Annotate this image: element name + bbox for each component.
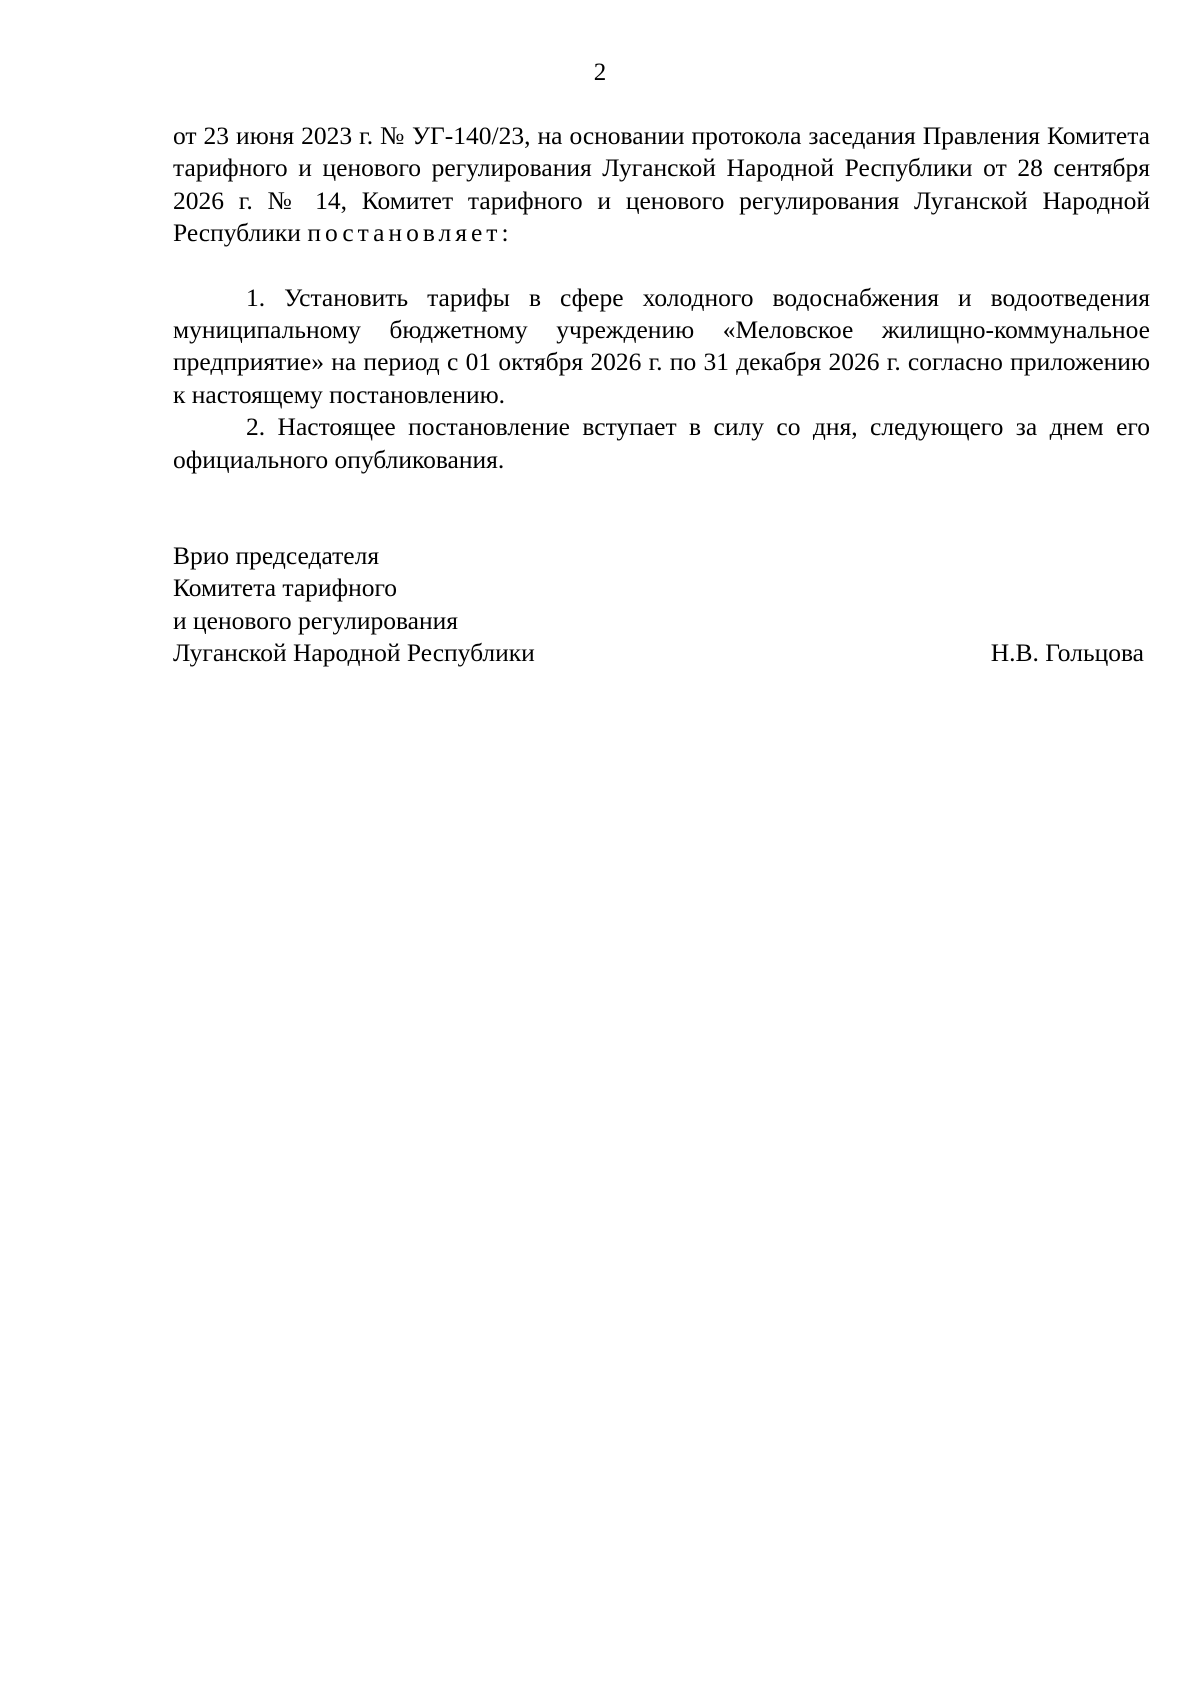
page-number: 2	[593, 59, 607, 86]
signatory-name: Н.В. Гольцова	[990, 638, 1144, 668]
preamble-paragraph	[173, 120, 1150, 250]
document-body	[173, 120, 1150, 476]
signature-block	[173, 540, 1150, 670]
preamble-text: от 23 июня 2023 г. № УГ-140/23, на основании протокола заседания Правления Комитета тарифного и ценового регулирования Луганской Народной Республики от 28 сентября 2026 г. № 14, Комитет тарифного и ценового регулирования Луганской Народной Республики	[173, 121, 1150, 248]
resolution-item-1: 1. Установить тарифы в сфере холодного водоснабжения и водоотведения муниципальному бюджетному учреждению «Меловское жилищно-коммунальное предприятие» на период с 01 октября 2026 г. по 31 декабря 2026 г. согласно приложению к настоящему постановлению.	[173, 282, 1150, 409]
signatory-position-line-2: Комитета тарифного	[173, 573, 398, 603]
signatory-position-line-4: Луганской Народной Республики	[173, 638, 535, 668]
signatory-position-line-3: и ценового регулирования	[173, 605, 459, 635]
resolution-item-2: 2. Настоящее постановление вступает в силу со дня, следующего за днем его официального опубликования.	[173, 412, 1150, 474]
resolution-keyword: постановляет	[307, 218, 502, 248]
signatory-row	[173, 637, 1150, 669]
signatory-position-line-1: Врио председателя	[173, 541, 380, 570]
preamble-colon: :	[501, 218, 509, 248]
